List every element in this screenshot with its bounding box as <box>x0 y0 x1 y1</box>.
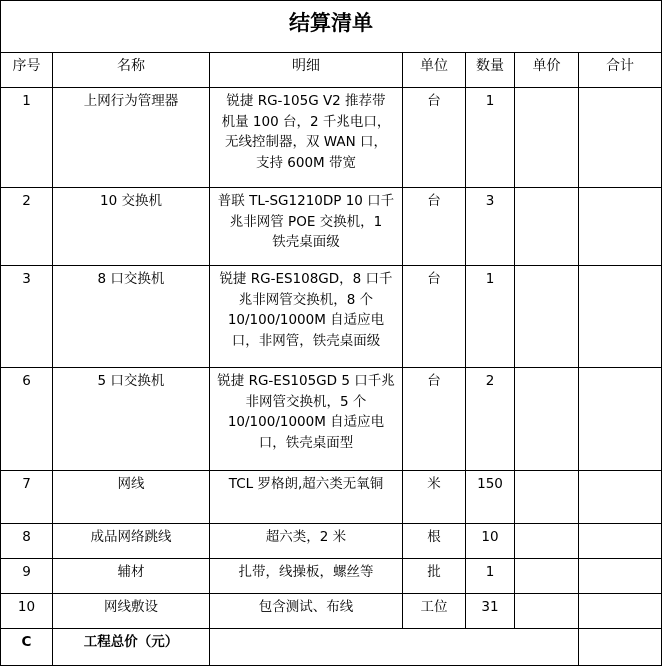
cell-no: 8 <box>1 524 53 559</box>
cell-name: 网线 <box>53 471 210 524</box>
table-row <box>1 471 662 524</box>
cell-unit: 工位 <box>403 594 466 629</box>
cell-total <box>579 368 662 471</box>
cell-price <box>515 594 579 629</box>
table-row <box>1 594 662 629</box>
cell-total <box>579 471 662 524</box>
cell-qty: 31 <box>466 594 515 629</box>
cell-unit: 台 <box>403 266 466 368</box>
table-row <box>1 368 662 471</box>
cell-unit: 批 <box>403 559 466 594</box>
cell-total <box>579 88 662 188</box>
cell-detail: 扎带，线操板，螺丝等 <box>210 559 403 594</box>
cell-no: 9 <box>1 559 53 594</box>
cell-total <box>579 559 662 594</box>
header-price: 单价 <box>515 53 579 88</box>
cell-detail: 超六类，2 米 <box>210 524 403 559</box>
cell-detail: 锐捷 RG-ES105GD 5 口千兆 非网管交换机，5 个 10/100/1000M 自适应电 口，铁壳桌面型 <box>210 368 403 471</box>
cell-unit: 台 <box>403 88 466 188</box>
summary-label: 工程总价（元） <box>53 629 210 666</box>
cell-total <box>579 524 662 559</box>
header-unit: 单位 <box>403 53 466 88</box>
cell-total <box>579 266 662 368</box>
cell-name: 5 口交换机 <box>53 368 210 471</box>
cell-name: 上网行为管理器 <box>53 88 210 188</box>
cell-price <box>515 368 579 471</box>
cell-unit: 台 <box>403 368 466 471</box>
cell-price <box>515 88 579 188</box>
cell-unit: 根 <box>403 524 466 559</box>
cell-unit: 台 <box>403 188 466 266</box>
document-title: 结算清单 <box>0 0 662 52</box>
cell-price <box>515 188 579 266</box>
cell-qty: 150 <box>466 471 515 524</box>
table-row <box>1 266 662 368</box>
cell-no: 3 <box>1 266 53 368</box>
cell-qty: 10 <box>466 524 515 559</box>
cell-price <box>515 471 579 524</box>
cell-unit: 米 <box>403 471 466 524</box>
header-total: 合计 <box>579 53 662 88</box>
cell-name: 网线敷设 <box>53 594 210 629</box>
cell-price <box>515 559 579 594</box>
cell-qty: 1 <box>466 266 515 368</box>
cell-qty: 1 <box>466 88 515 188</box>
cell-no: 6 <box>1 368 53 471</box>
header-name: 名称 <box>53 53 210 88</box>
cell-price <box>515 524 579 559</box>
table-row <box>1 188 662 266</box>
cell-no: 2 <box>1 188 53 266</box>
summary-no: C <box>1 629 53 666</box>
cell-name: 辅材 <box>53 559 210 594</box>
cell-no: 10 <box>1 594 53 629</box>
summary-value <box>210 629 579 666</box>
cell-total <box>579 188 662 266</box>
summary-total <box>579 629 662 666</box>
cell-price <box>515 266 579 368</box>
cell-no: 7 <box>1 471 53 524</box>
cell-detail: 锐捷 RG-ES108GD，8 口千 兆非网管交换机，8 个 10/100/1000M 自适应电 口，非网管，铁壳桌面级 <box>210 266 403 368</box>
header-qty: 数量 <box>466 53 515 88</box>
cell-total <box>579 594 662 629</box>
cell-name: 10 交换机 <box>53 188 210 266</box>
summary-row <box>1 629 662 666</box>
settlement-table <box>0 52 662 666</box>
header-row <box>1 53 662 88</box>
cell-name: 成品网络跳线 <box>53 524 210 559</box>
header-no: 序号 <box>1 53 53 88</box>
cell-detail: TCL 罗格朗,超六类无氧铜 <box>210 471 403 524</box>
cell-detail: 锐捷 RG-105G V2 推荐带 机量 100 台，2 千兆电口， 无线控制器，双 WAN 口， 支持 600M 带宽 <box>210 88 403 188</box>
cell-qty: 1 <box>466 559 515 594</box>
table-row <box>1 88 662 188</box>
cell-detail: 普联 TL-SG1210DP 10 口千 兆非网管 POE 交换机，1 铁壳桌面级 <box>210 188 403 266</box>
cell-qty: 3 <box>466 188 515 266</box>
header-detail: 明细 <box>210 53 403 88</box>
cell-detail: 包含测试、布线 <box>210 594 403 629</box>
cell-name: 8 口交换机 <box>53 266 210 368</box>
cell-qty: 2 <box>466 368 515 471</box>
table-row <box>1 524 662 559</box>
table-row <box>1 559 662 594</box>
cell-no: 1 <box>1 88 53 188</box>
